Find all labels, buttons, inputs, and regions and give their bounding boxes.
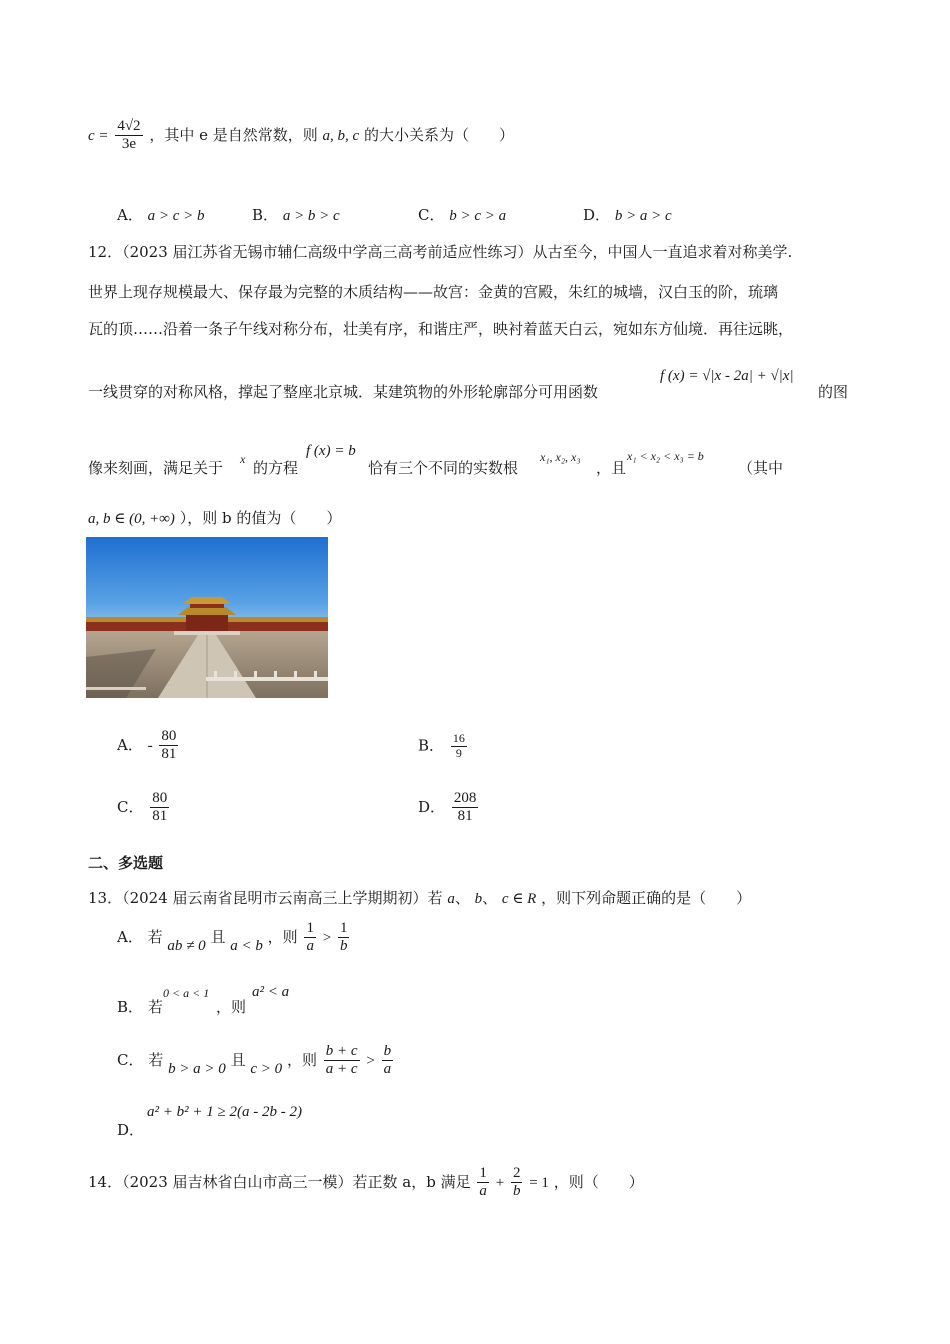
q12-where: （其中 bbox=[738, 459, 784, 477]
option-fraction bbox=[451, 732, 467, 761]
fraction-numerator: 80 bbox=[159, 728, 178, 746]
fraction-denominator: b bbox=[512, 1183, 521, 1200]
fraction-numerator: b + c bbox=[324, 1043, 360, 1061]
q11-text: ，其中 e 是自然常数，则 bbox=[149, 125, 318, 144]
c-numerator: 4√2 bbox=[115, 118, 142, 136]
q11-option-d bbox=[583, 204, 672, 225]
fraction-denominator: a bbox=[383, 1061, 392, 1078]
option-text: 若 bbox=[148, 1050, 164, 1069]
q13-b-condition: 0 < a < 1 bbox=[163, 986, 210, 1000]
q12-function: f (x) = √|x - 2a| + √|x| bbox=[660, 368, 794, 384]
option-text: 且 bbox=[230, 1050, 246, 1069]
option-label: D． bbox=[418, 797, 446, 816]
option-label: A． bbox=[117, 206, 143, 224]
operator: > bbox=[322, 929, 332, 946]
option-fraction bbox=[338, 920, 350, 956]
q14-stem bbox=[88, 1165, 644, 1201]
c-lhs: c = bbox=[88, 127, 109, 144]
q11-text2: 的大小关系为（ ） bbox=[363, 125, 514, 144]
option-label: D． bbox=[583, 206, 611, 224]
q12-question: ），则 b 的值为（ ） bbox=[179, 509, 342, 527]
operator: > bbox=[366, 1052, 375, 1069]
option-label: A． bbox=[117, 735, 143, 754]
q12-line2: 世界上现存规模最大、保存最为完整的木质结构——故宫：金黄的宫殿，朱红的城墙，汉白玉的阶，琉璃 bbox=[88, 283, 779, 301]
q11-c-definition bbox=[88, 118, 514, 154]
fraction-numerator: 1 bbox=[338, 920, 350, 938]
option-condition: b > a > 0 bbox=[168, 1060, 226, 1077]
q13-option-a bbox=[117, 920, 351, 956]
option-label: B． bbox=[418, 736, 445, 755]
option-label: A． bbox=[117, 927, 143, 946]
q12-line5-text: 像来刻画，满足关于 bbox=[88, 459, 224, 477]
fraction-numerator: 1 bbox=[477, 1165, 489, 1183]
q13-text: 13．（2024 届云南省昆明市云南高三上学期期初）若 bbox=[88, 889, 443, 907]
option-label: C． bbox=[117, 1050, 144, 1069]
fraction-numerator: 208 bbox=[452, 790, 479, 808]
option-text: ，则 bbox=[286, 1050, 317, 1069]
fraction-denominator: 9 bbox=[455, 745, 462, 760]
section-heading: 二、多选题 bbox=[88, 854, 164, 872]
q13-var-b: b bbox=[474, 891, 483, 907]
c-denominator: 3e bbox=[121, 136, 137, 153]
palace-image bbox=[86, 537, 328, 698]
q13-b-then: ，则 bbox=[216, 998, 247, 1016]
fraction-denominator: 81 bbox=[161, 746, 177, 763]
fraction-denominator: 81 bbox=[457, 808, 473, 825]
q11-vars: a, b, c bbox=[322, 127, 360, 144]
fraction-denominator: a bbox=[479, 1183, 487, 1200]
q14-equals: = 1 bbox=[529, 1174, 549, 1191]
q13-stem bbox=[88, 887, 751, 908]
option-fraction bbox=[304, 920, 316, 956]
q12-and: ，且 bbox=[596, 459, 627, 477]
option-text: ，则 bbox=[267, 927, 298, 946]
q12-option-a bbox=[117, 728, 180, 764]
q14-fraction-right bbox=[511, 1165, 523, 1201]
q13-var-c: c ∈ R bbox=[501, 891, 537, 907]
option-fraction bbox=[150, 790, 169, 826]
c-fraction bbox=[115, 118, 142, 154]
q12-equation-label: 的方程 bbox=[253, 459, 299, 477]
fraction-denominator: a bbox=[306, 938, 314, 955]
q12-equation: f (x) = b bbox=[306, 443, 356, 459]
fraction-denominator: b bbox=[339, 938, 348, 955]
q14-tail: ，则（ ） bbox=[553, 1172, 644, 1191]
option-condition: ab ≠ 0 bbox=[167, 937, 206, 954]
q13-var-a: a bbox=[447, 891, 455, 907]
fraction-numerator: 2 bbox=[511, 1165, 523, 1183]
q12-roots-text: 恰有三个不同的实数根 bbox=[368, 459, 519, 477]
option-fraction bbox=[159, 728, 178, 764]
q13-option-d: D． bbox=[117, 1121, 145, 1139]
option-fraction bbox=[324, 1043, 360, 1079]
option-fraction bbox=[452, 790, 479, 826]
q12-x-var: x bbox=[240, 452, 246, 466]
option-label: B． bbox=[252, 206, 279, 224]
q12-line4-tail: 的图 bbox=[818, 383, 849, 401]
q12-line6 bbox=[88, 507, 341, 528]
separator: 、 bbox=[454, 889, 470, 907]
q11-option-a bbox=[117, 204, 205, 225]
q12-line5 bbox=[88, 457, 223, 478]
option-text: 且 bbox=[210, 927, 226, 946]
option-label: C． bbox=[117, 797, 144, 816]
fraction-numerator: 80 bbox=[150, 790, 169, 808]
option-expr: a > c > b bbox=[147, 208, 205, 224]
fraction-denominator: 81 bbox=[152, 808, 168, 825]
option-expr: b > a > c bbox=[614, 208, 672, 224]
option-condition: c > 0 bbox=[250, 1060, 283, 1077]
operator: + bbox=[495, 1174, 505, 1191]
q12-line1: 12．（2023 届江苏省无锡市辅仁高级中学高三高考前适应性练习）从古至今，中国人一直追求着对称美学. bbox=[88, 243, 793, 261]
q12-roots: x₁, x₂, x₃ bbox=[540, 450, 581, 464]
q11-option-b bbox=[252, 204, 340, 225]
option-label: B． bbox=[117, 998, 144, 1016]
q13-option-c bbox=[117, 1043, 395, 1079]
q13-tail: ，则下列命题正确的是（ ） bbox=[541, 889, 752, 907]
fraction-numerator: b bbox=[382, 1043, 394, 1061]
q12-line3: 瓦的顶……沿着一条子午线对称分布，壮美有序，和谐庄严，映衬着蓝天白云，宛如东方仙境．再往远眺， bbox=[88, 320, 794, 338]
option-condition: a < b bbox=[230, 937, 263, 954]
q13-b-result: a² < a bbox=[252, 984, 290, 1000]
q12-option-d bbox=[418, 790, 480, 826]
option-expr: b > c > a bbox=[449, 208, 507, 224]
forbidden-city-photo bbox=[86, 537, 328, 698]
option-text: 若 bbox=[147, 927, 163, 946]
q14-fraction-left bbox=[477, 1165, 489, 1201]
q12-domain: a, b ∈ (0, +∞) bbox=[88, 511, 175, 527]
option-fraction bbox=[382, 1043, 394, 1079]
option-sign: - bbox=[147, 737, 153, 754]
q13-option-b bbox=[117, 996, 163, 1017]
option-expr: a > b > c bbox=[282, 208, 340, 224]
option-text: 若 bbox=[147, 998, 163, 1016]
q12-option-c bbox=[117, 790, 171, 826]
option-label: C． bbox=[418, 206, 445, 224]
fraction-numerator: 16 bbox=[452, 731, 465, 745]
q12-line4 bbox=[88, 381, 598, 402]
q12-line4-text: 一线贯穿的对称风格，撑起了整座北京城．某建筑物的外形轮廓部分可用函数 bbox=[88, 383, 599, 401]
q11-option-c bbox=[418, 204, 506, 225]
fraction-numerator: 1 bbox=[304, 920, 316, 938]
fraction-denominator: a + c bbox=[325, 1061, 358, 1078]
q12-order: x₁ < x₂ < x₃ = b bbox=[627, 449, 704, 463]
separator: 、 bbox=[482, 889, 498, 907]
q12-option-b bbox=[418, 732, 469, 761]
q13-d-expression: a² + b² + 1 ≥ 2(a - 2b - 2) bbox=[147, 1104, 302, 1120]
q14-text: 14．（2023 届吉林省白山市高三一模）若正数 a，b 满足 bbox=[88, 1172, 471, 1191]
